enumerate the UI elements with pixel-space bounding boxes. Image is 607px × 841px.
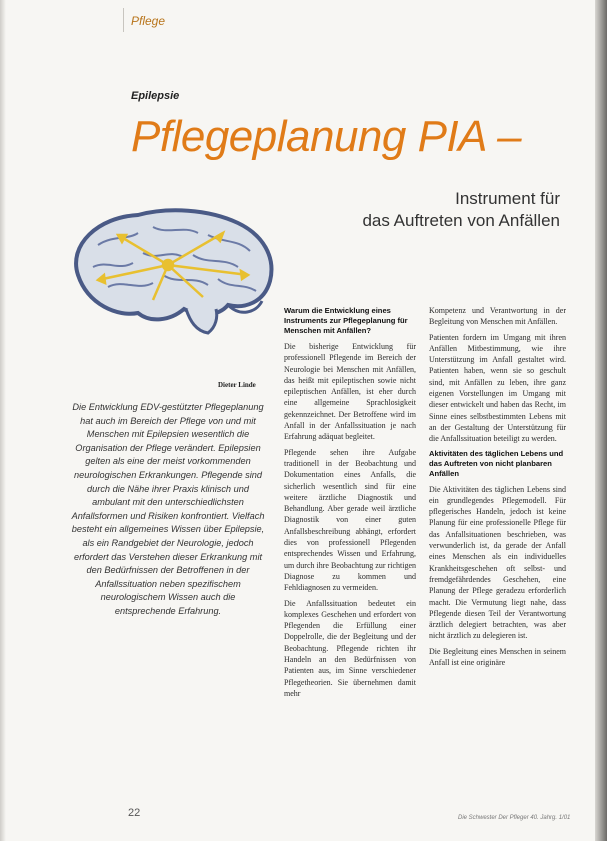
col1-paragraph-3: Die Anfallssituation bedeutet ein komplexes Geschehen und erfordert von Pflegenden die Erfüllung einer Doppelrolle, die der Begleitung und der Beobachtung. Pflegende richten ihr Handeln an den Bedürfnissen von Patienten aus, im Sinne verschiedener Pflegetheorien. Sie übernehmen damit mehr — [284, 598, 416, 698]
header-rule — [123, 8, 124, 32]
col1-heading: Warum die Entwicklung eines Instruments zur Pflegeplanung für Menschen mit Anfällen? — [284, 306, 408, 335]
col2-paragraph-1: Kompetenz und Verantwortung in der Begleitung von Menschen mit Anfällen. — [429, 306, 566, 327]
brain-illustration — [58, 205, 280, 335]
col1-paragraph-2: Pflegende sehen ihre Aufgabe traditionell in der Beobachtung und Dokumentation eines Anfalls, die sicherlich wesentlich sind für eine weitere ärztliche Diagnostik und Behandlung. Aber gerade weil ärztliche Diagnostik von einer guten Anfallsbeschreibung abhängt, erfordert dies von professionell Pflegenden entsprechendes Wissen und Erfahrung, um durch ihre Beobachtung zur richtigen Diagnose zu kommen und Fehldiagnosen zu vermeiden. — [284, 447, 416, 593]
article-lead: Die Entwicklung EDV-gestützter Pflegeplanung hat auch im Bereich der Pflege von und mit Menschen mit Epilepsien wesentlich die Organisation der Pflege verändert. Epilepsien gelten als eine der meist vorkommenden neurologischen Erkrankungen. Pflegende sind durch die Nähe ihrer Praxis klinisch und ambulant mit den unterschiedlichsten Anfallsformen und Risiken konfrontiert. Vielfach besteht ein allgemeines Wissen über Epilepsie, als ein Randgebiet der Neurologie, jedoch erfordert das Verstehen dieser Erkrankung mit den Bedürfnissen der Betroffenen in der Anfallssituation neben spezifischem neurologischem Wissen auch die entsprechende Erfahrung. — [71, 402, 265, 616]
journal-footer: Die Schwester Der Pfleger 40. Jahrg. 1/01 — [458, 815, 571, 821]
col1-paragraph-1: Die bisherige Entwicklung für professionell Pflegende im Bereich der Neurologie bei Menschen mit Anfällen, das heißt mit epileptischen sowie nicht epileptischen Anfällen, ist eher durch eine allgemeine Sprachlosigkeit gekennzeichnet. Der Betroffene wird im Anfall in der Anfallssituation je nach Erfahrung adäquat begleitet. — [284, 342, 416, 442]
article-author: Dieter Linde — [218, 381, 256, 389]
section-label: Pflege — [131, 14, 166, 28]
page-number: 22 — [128, 807, 141, 819]
page-edge-shadow — [595, 0, 607, 841]
subtitle-line-1: Instrument für — [455, 189, 560, 208]
subtitle-line-2: das Auftreten von Anfällen — [362, 211, 560, 230]
brain-stem — [186, 309, 217, 333]
text-column-1 — [284, 306, 416, 703]
col2-heading: Aktivitäten des täglichen Lebens und das Auftreten von nicht planbaren Anfällen — [429, 448, 564, 478]
article-kicker: Epilepsie — [131, 90, 180, 102]
binding-shadow — [0, 0, 6, 841]
col2-paragraph-3: Die Aktivitäten des täglichen Lebens sind ein grundlegendes Pflegemodell. Für pflegerisches Handeln, jedoch ist keine Planung für eine professionelle Pflege für das Anfallsituationen beschrieben, was verwunderlich ist, da gerade der Anfall eines Menschen als ein individuelles Krankheitsgeschehen oft selbst- und fremdgefährdendes Geschehen, eine Planung der Pflege geradezu erforderlich macht. Die Vermutung liegt nahe, dass Pflegende diesen Teil der Verantwortung ärztlich delegiert betrachten, was aber nicht ärztlich zu delegieren ist. — [429, 484, 566, 641]
col2-paragraph-4: Die Begleitung eines Menschen in seinem Anfall ist eine originäre — [429, 646, 566, 668]
article-title: Pflegeplanung PIA – — [131, 112, 522, 161]
text-column-2 — [429, 305, 566, 672]
col2-paragraph-2: Patienten fordern im Umgang mit ihren Anfällen Mitbestimmung, wie ihre Unterstützung im Anfall gestaltet wird. Patienten haben, wenn sie so geschult sind, mit Anfällen zu leben, ihre ganz eigenen Vorstellungen im Umgang mit dieser entwickelt und haben das Recht, im Sinne eines selbstbestimmten Lebens mit an der Gestaltung der Unterstützung für die Anfallssituation beteiligt zu werden. — [429, 332, 566, 444]
article-subtitle — [362, 188, 560, 232]
